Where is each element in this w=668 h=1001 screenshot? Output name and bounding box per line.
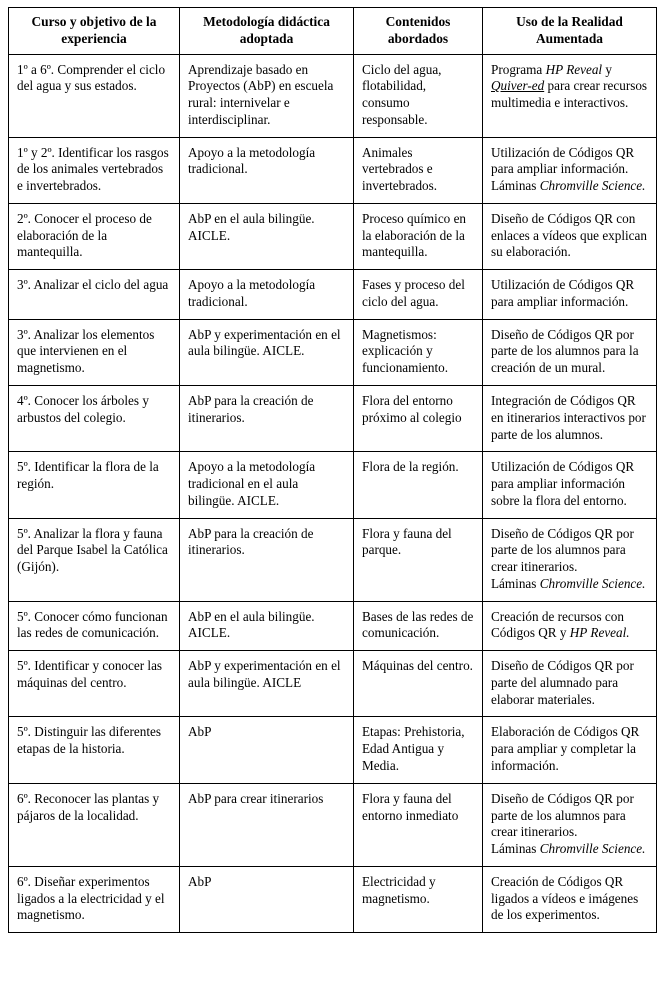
cell-realidad-aumentada: Diseño de Códigos QR por parte de los alumnos para crear itinerarios. Láminas Chromville Science. — [483, 783, 657, 866]
experiences-table — [8, 7, 657, 933]
cell-realidad-aumentada: Diseño de Códigos QR con enlaces a vídeos que explican su elaboración. — [483, 203, 657, 269]
cell-metodologia: AbP para la creación de itinerarios. — [180, 385, 354, 451]
cell-contenidos: Bases de las redes de comunicación. — [354, 601, 483, 651]
cell-curso: 5º. Distinguir las diferentes etapas de la historia. — [9, 717, 180, 783]
table-row — [9, 270, 657, 320]
cell-contenidos: Fases y proceso del ciclo del agua. — [354, 270, 483, 320]
cell-metodologia: Apoyo a la metodología tradicional. — [180, 137, 354, 203]
cell-curso: 6º. Diseñar experimentos ligados a la electricidad y el magnetismo. — [9, 866, 180, 932]
cell-realidad-aumentada: Integración de Códigos QR en itinerarios interactivos por parte de los alumnos. — [483, 385, 657, 451]
column-header-contenidos: Contenidos abordados — [354, 8, 483, 55]
cell-realidad-aumentada: Elaboración de Códigos QR para ampliar y completar la información. — [483, 717, 657, 783]
column-header-metodologia: Metodología didáctica adoptada — [180, 8, 354, 55]
cell-curso: 5º. Identificar y conocer las máquinas del centro. — [9, 651, 180, 717]
table-header — [9, 8, 657, 55]
table-row — [9, 452, 657, 518]
cell-curso: 5º. Conocer cómo funcionan las redes de comunicación. — [9, 601, 180, 651]
cell-contenidos: Proceso químico en la elaboración de la mantequilla. — [354, 203, 483, 269]
cell-curso: 5º. Identificar la flora de la región. — [9, 452, 180, 518]
table-row — [9, 319, 657, 385]
cell-metodologia: AbP en el aula bilingüe. AICLE. — [180, 203, 354, 269]
cell-contenidos: Magnetismos: explicación y funcionamiento. — [354, 319, 483, 385]
cell-contenidos: Flora del entorno próximo al colegio — [354, 385, 483, 451]
cell-contenidos: Etapas: Prehistoria, Edad Antigua y Media. — [354, 717, 483, 783]
cell-realidad-aumentada: Creación de Códigos QR ligados a vídeos e imágenes de los experimentos. — [483, 866, 657, 932]
table-row — [9, 651, 657, 717]
cell-contenidos: Electricidad y magnetismo. — [354, 866, 483, 932]
table-row — [9, 137, 657, 203]
cell-metodologia: AbP — [180, 866, 354, 932]
cell-realidad-aumentada: Utilización de Códigos QR para ampliar información sobre la flora del entorno. — [483, 452, 657, 518]
cell-realidad-aumentada: Creación de recursos con Códigos QR y HP Reveal. — [483, 601, 657, 651]
cell-realidad-aumentada: Diseño de Códigos QR por parte del alumnado para elaborar materiales. — [483, 651, 657, 717]
table-row — [9, 866, 657, 932]
cell-curso: 6º. Reconocer las plantas y pájaros de la localidad. — [9, 783, 180, 866]
cell-contenidos: Máquinas del centro. — [354, 651, 483, 717]
table-row — [9, 717, 657, 783]
cell-curso: 4º. Conocer los árboles y arbustos del colegio. — [9, 385, 180, 451]
cell-realidad-aumentada: Diseño de Códigos QR por parte de los alumnos para la creación de un mural. — [483, 319, 657, 385]
cell-metodologia: Apoyo a la metodología tradicional en el aula bilingüe. AICLE. — [180, 452, 354, 518]
table-row — [9, 385, 657, 451]
table-row — [9, 203, 657, 269]
table-row — [9, 518, 657, 601]
column-header-curso: Curso y objetivo de la experiencia — [9, 8, 180, 55]
page-top-text-fragment — [8, 0, 68, 5]
cell-metodologia: AbP para crear itinerarios — [180, 783, 354, 866]
table-row — [9, 783, 657, 866]
cell-curso: 3º. Analizar los elementos que intervienen en el magnetismo. — [9, 319, 180, 385]
cell-metodologia: Aprendizaje basado en Proyectos (AbP) en escuela rural: internivelar e interdisciplinar. — [180, 54, 354, 137]
cell-realidad-aumentada: Programa HP Reveal y Quiver-ed para crear recursos multimedia e interactivos. — [483, 54, 657, 137]
cell-curso: 1º a 6º. Comprender el ciclo del agua y sus estados. — [9, 54, 180, 137]
cell-contenidos: Ciclo del agua, flotabilidad, consumo responsable. — [354, 54, 483, 137]
cell-curso: 3º. Analizar el ciclo del agua — [9, 270, 180, 320]
cell-metodologia: AbP y experimentación en el aula bilingüe. AICLE — [180, 651, 354, 717]
cell-metodologia: AbP y experimentación en el aula bilingüe. AICLE. — [180, 319, 354, 385]
cell-realidad-aumentada: Utilización de Códigos QR para ampliar información. Láminas Chromville Science. — [483, 137, 657, 203]
cell-realidad-aumentada: Utilización de Códigos QR para ampliar información. — [483, 270, 657, 320]
column-header-realidad-aumentada: Uso de la Realidad Aumentada — [483, 8, 657, 55]
table-body — [9, 54, 657, 933]
cell-realidad-aumentada: Diseño de Códigos QR por parte de los alumnos para crear itinerarios. Láminas Chromville Science. — [483, 518, 657, 601]
cell-metodologia: AbP — [180, 717, 354, 783]
table-row — [9, 601, 657, 651]
cell-metodologia: AbP para la creación de itinerarios. — [180, 518, 354, 601]
cell-curso: 1º y 2º. Identificar los rasgos de los animales vertebrados e invertebrados. — [9, 137, 180, 203]
cell-contenidos: Flora de la región. — [354, 452, 483, 518]
cell-contenidos: Flora y fauna del entorno inmediato — [354, 783, 483, 866]
cell-curso: 2º. Conocer el proceso de elaboración de la mantequilla. — [9, 203, 180, 269]
cell-curso: 5º. Analizar la flora y fauna del Parque Isabel la Católica (Gijón). — [9, 518, 180, 601]
cell-contenidos: Animales vertebrados e invertebrados. — [354, 137, 483, 203]
table-row — [9, 54, 657, 137]
cell-contenidos: Flora y fauna del parque. — [354, 518, 483, 601]
cell-metodologia: AbP en el aula bilingüe. AICLE. — [180, 601, 354, 651]
table-header-row — [9, 8, 657, 55]
cell-metodologia: Apoyo a la metodología tradicional. — [180, 270, 354, 320]
